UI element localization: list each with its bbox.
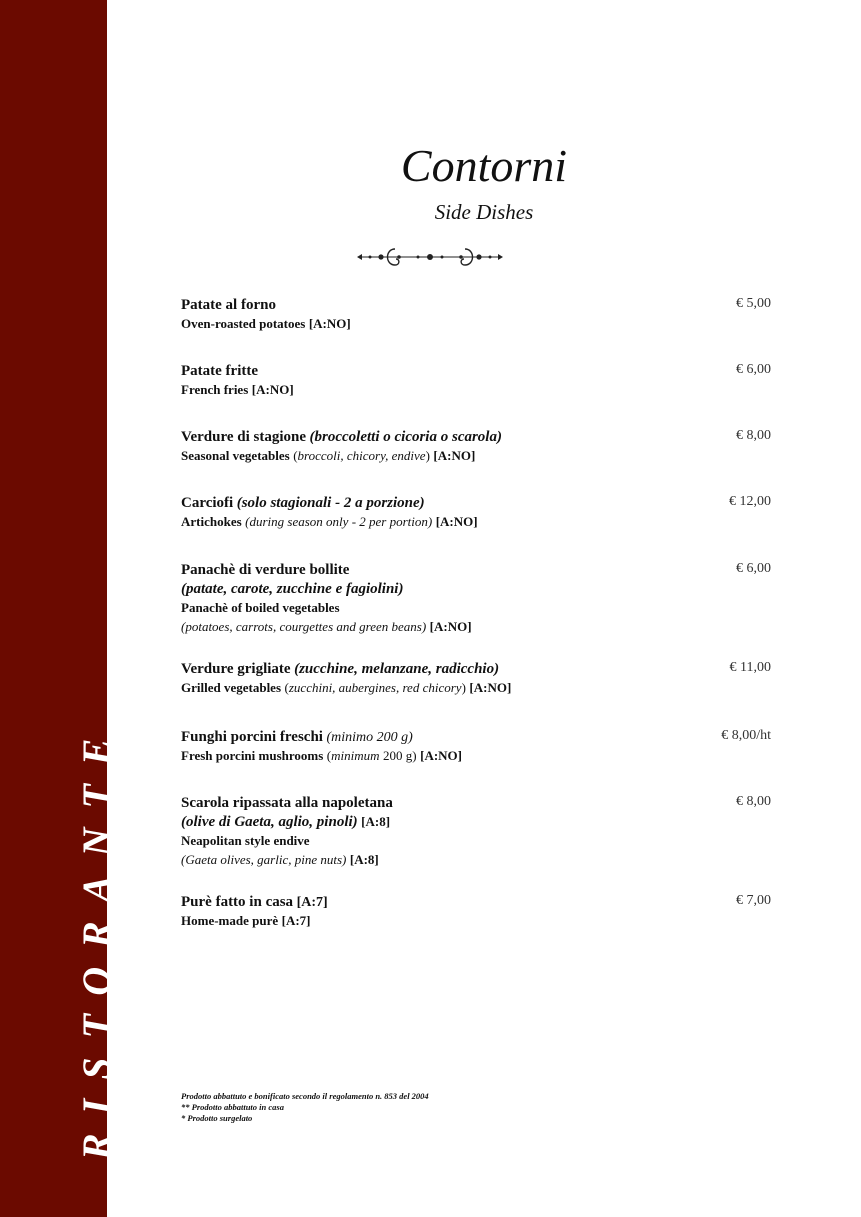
- footer-line: * Prodotto surgelato: [181, 1113, 253, 1123]
- item-allergen: [A:NO]: [469, 680, 512, 695]
- item-note: (zucchine, melanzane, radicchio): [294, 661, 500, 677]
- item-allergen: [A:NO]: [308, 316, 351, 331]
- item-english-name: Grilled vegetables: [181, 680, 282, 695]
- menu-item-carciofi: [181, 494, 771, 532]
- item-price: € 8,00: [736, 794, 771, 809]
- item-allergen: [A:NO]: [435, 514, 478, 529]
- item-price: € 11,00: [729, 660, 771, 675]
- item-english-note: (Gaeta olives, garlic, pine nuts): [181, 852, 347, 867]
- ornament-divider-icon: [355, 244, 505, 270]
- item-name: Scarola ripassata alla napoletana: [181, 795, 393, 811]
- item-english-name: Fresh porcini mushrooms: [181, 748, 324, 763]
- item-price: € 6,00: [736, 561, 771, 576]
- item-name: Purè fatto in casa: [181, 894, 294, 910]
- item-name: Patate al forno: [181, 297, 276, 313]
- item-price: € 8,00/ht: [721, 728, 771, 743]
- paren-open: (: [293, 448, 298, 463]
- item-allergen: [A:NO]: [429, 619, 472, 634]
- menu-item-patate-fritte: [181, 362, 771, 400]
- item-allergen: [A:8]: [349, 852, 379, 867]
- item-english-name: Artichokes: [181, 514, 242, 529]
- sidebar-label: RISTORANTE: [74, 719, 119, 1160]
- paren-open: (: [326, 748, 332, 763]
- menu-item-funghi-porcini: [181, 728, 771, 766]
- item-english-name: Home-made purè: [181, 913, 279, 928]
- item-note: (broccoletti o cicoria o scarola): [309, 429, 502, 445]
- item-allergen: [A:NO]: [433, 448, 476, 463]
- item-price: € 7,00: [736, 893, 771, 908]
- footer-line: ** Prodotto abbattuto in casa: [181, 1102, 284, 1112]
- item-allergen: [A:NO]: [420, 748, 463, 763]
- item-allergen: [A:NO]: [251, 382, 294, 397]
- item-name: Panachè di verdure bollite: [181, 562, 350, 578]
- item-name: Verdure di stagione: [181, 429, 307, 445]
- item-price: € 8,00: [736, 428, 771, 443]
- item-note: (minimo 200 g): [326, 730, 413, 745]
- item-english-note-tail: 200 g): [383, 748, 417, 763]
- item-english-name: Panachè of boiled vegetables: [181, 600, 340, 615]
- item-english-name: French fries: [181, 382, 249, 397]
- menu-item-verdure-grigliate: [181, 660, 771, 698]
- item-english-note: (during season only - 2 per portion): [245, 514, 433, 529]
- item-allergen-it: [A:8]: [361, 814, 391, 829]
- paren-close: ): [425, 448, 430, 463]
- page-subtitle: Side Dishes: [434, 200, 534, 224]
- item-name: Funghi porcini freschi: [181, 729, 323, 745]
- item-name: Patate fritte: [181, 363, 259, 379]
- footer-line: Prodotto abbattuto e bonificato secondo il regolamento n. 853 del 2004: [181, 1091, 429, 1101]
- footer-notes: [181, 1091, 429, 1124]
- item-english-name: Seasonal vegetables: [181, 448, 290, 463]
- paren-close: ): [461, 680, 466, 695]
- item-note: (solo stagionali - 2 a porzione): [236, 495, 425, 511]
- item-note: (patate, carote, zucchine e fagiolini): [181, 581, 404, 597]
- menu-item-pure: [181, 893, 771, 931]
- item-english-note: broccoli, chicory, endive: [297, 448, 426, 463]
- item-english-note: zucchini, aubergines, red chicory: [288, 680, 462, 695]
- paren-open: (: [284, 680, 289, 695]
- page-title: Contorni: [400, 140, 568, 191]
- item-english-note: minimum: [331, 748, 380, 763]
- menu-item-verdure-di-stagione: [181, 428, 771, 466]
- menu-item-panache-di-verdure: [181, 561, 771, 637]
- menu-item-patate-al-forno: [181, 296, 771, 334]
- item-price: € 6,00: [736, 362, 771, 377]
- item-english-name: Oven-roasted potatoes: [181, 316, 306, 331]
- item-allergen: [A:7]: [281, 913, 311, 928]
- item-allergen-it: [A:7]: [296, 895, 328, 910]
- item-english-note: (potatoes, carrots, courgettes and green beans): [181, 619, 427, 634]
- item-note: (olive di Gaeta, aglio, pinoli): [181, 814, 358, 830]
- sidebar: [0, 0, 119, 1217]
- item-english-name: Neapolitan style endive: [181, 833, 310, 848]
- menu-item-scarola-ripassata: [181, 794, 771, 870]
- item-price: € 5,00: [736, 296, 771, 311]
- item-name: Carciofi: [181, 495, 234, 511]
- item-price: € 12,00: [729, 494, 771, 509]
- item-name: Verdure grigliate: [181, 661, 291, 677]
